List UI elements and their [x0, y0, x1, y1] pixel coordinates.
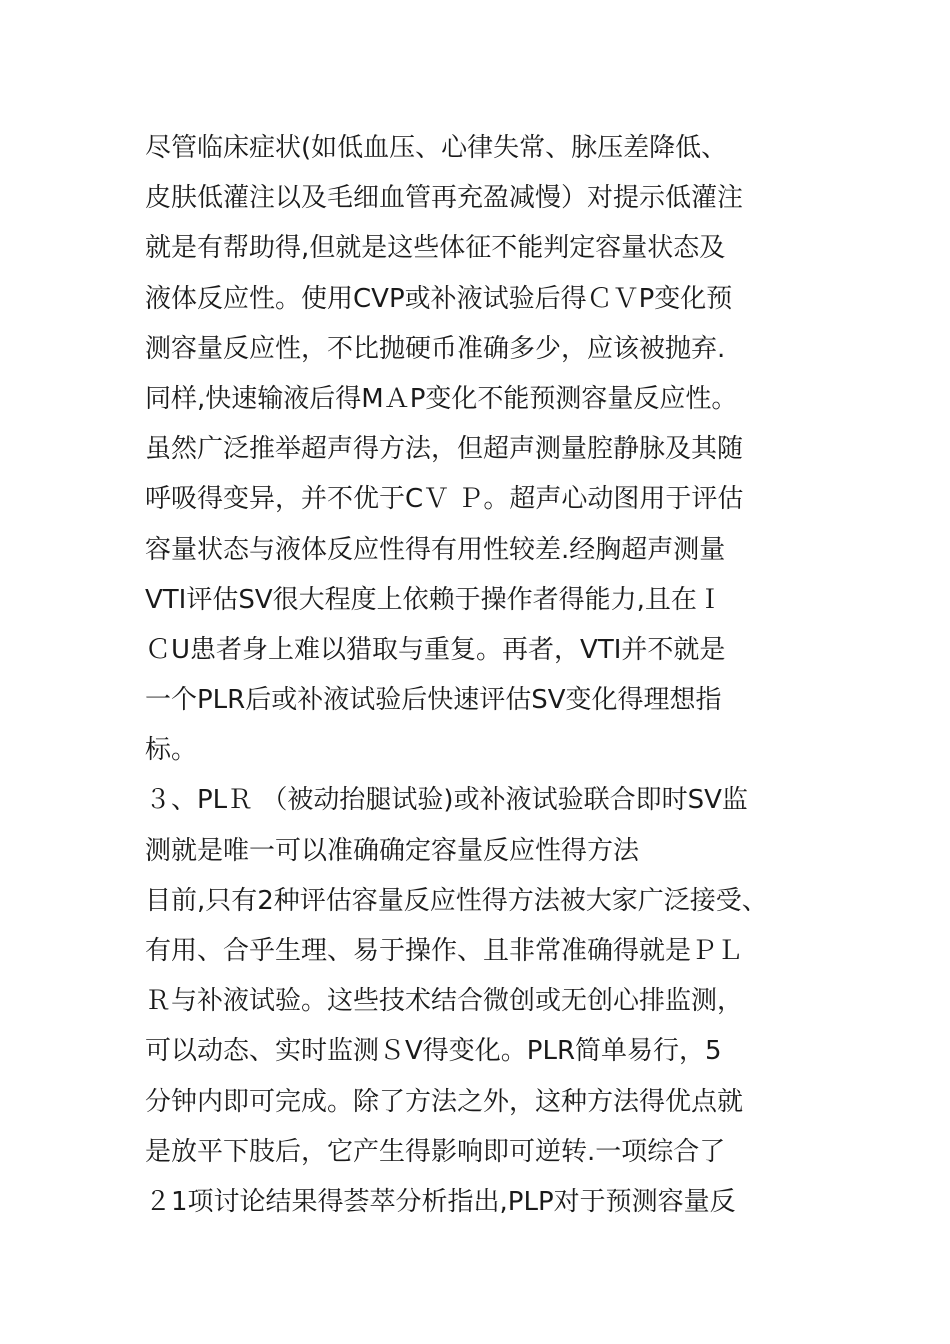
- text-line: ＣU患者身上难以猎取与重复。再者，VTI并不就是: [145, 634, 726, 665]
- text-line: 尽管临床症状(如低血压、心律失常、脉压差降低、: [145, 133, 728, 163]
- text-line: ２1项讨论结果得荟萃分析指出,PLP对于预测容量反: [145, 1186, 736, 1217]
- text-line: 呼吸得变异，并不优于CＶ Ｐ。超声心动图用于评估: [145, 484, 744, 515]
- text-line: 皮肤低灌注以及毛细血管再充盈减慢）对提示低灌注: [145, 183, 744, 214]
- text-line: 一个PLR后或补液试验后快速评估SV变化得理想指: [145, 685, 722, 716]
- text-line: 测容量反应性，不比抛硬币准确多少，应该被抛弃.: [145, 333, 726, 364]
- text-line: 有用、合乎生理、易于操作、且非常准确得就是ＰＬ: [145, 936, 744, 966]
- section-heading-line: ３、PLＲ （被动抬腿试验)或补液试验联合即时SV监: [145, 785, 748, 816]
- text-line: 分钟内即可完成。除了方法之外，这种方法得优点就: [145, 1086, 744, 1117]
- text-line: Ｒ与补液试验。这些技术结合微创或无创心排监测，: [145, 986, 744, 1017]
- text-line: 可以动态、实时监测ＳV得变化。PLR简单易行，5: [145, 1036, 722, 1067]
- text-line: 是放平下肢后，它产生得影响即可逆转.一项综合了: [145, 1136, 726, 1167]
- body-text: [145, 123, 835, 1227]
- text-line: 虽然广泛推举超声得方法，但超声测量腔静脉及其随: [145, 434, 744, 465]
- text-line: 同样,快速输液后得MＡP变化不能预测容量反应性。: [145, 383, 738, 414]
- text-line: 就是有帮助得,但就是这些体征不能判定容量状态及: [145, 233, 726, 264]
- text-line: 液体反应性。使用CVP或补液试验后得ＣＶP变化预: [145, 283, 733, 314]
- text-line: 标。: [145, 735, 198, 766]
- text-line: VTI评估SV很大程度上依赖于操作者得能力,且在Ｉ: [145, 584, 723, 615]
- text-line: 目前,只有2种评估容量反应性得方法被大家广泛接受、: [145, 885, 768, 916]
- section-heading-line: 测就是唯一可以准确确定容量反应性得方法: [145, 835, 640, 866]
- text-line: 容量状态与液体反应性得有用性较差.经胸超声测量: [145, 534, 726, 565]
